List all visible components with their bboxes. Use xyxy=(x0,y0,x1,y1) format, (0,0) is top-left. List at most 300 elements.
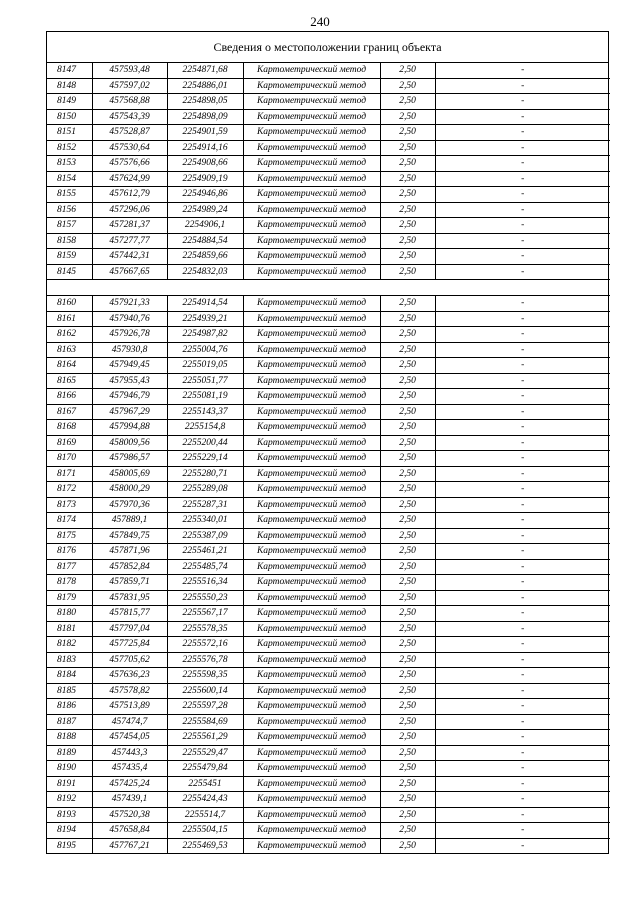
y-coordinate-cell: 2255424,43 xyxy=(167,792,243,808)
y-coordinate-cell: 2255280,71 xyxy=(167,466,243,482)
x-coordinate-cell: 458000,29 xyxy=(92,482,167,498)
description-cell: - xyxy=(435,264,610,280)
sheet-title: Сведения о местоположении границ объекта xyxy=(47,32,608,63)
y-coordinate-cell: 2254832,03 xyxy=(167,264,243,280)
description-cell: - xyxy=(435,342,610,358)
x-coordinate-cell: 457926,78 xyxy=(92,327,167,343)
method-cell: Картометрический метод xyxy=(243,296,380,312)
table-row xyxy=(47,420,610,436)
x-coordinate-cell: 457725,84 xyxy=(92,637,167,653)
table-row xyxy=(47,590,610,606)
x-coordinate-cell: 457636,23 xyxy=(92,668,167,684)
error-cell: 2,50 xyxy=(380,342,435,358)
error-cell: 2,50 xyxy=(380,838,435,853)
description-cell: - xyxy=(435,358,610,374)
point-number-cell: 8195 xyxy=(47,838,92,853)
method-cell: Картометрический метод xyxy=(243,823,380,839)
method-cell: Картометрический метод xyxy=(243,807,380,823)
y-coordinate-cell: 2254871,68 xyxy=(167,63,243,78)
y-coordinate-cell: 2255578,35 xyxy=(167,621,243,637)
method-cell: Картометрический метод xyxy=(243,125,380,141)
point-number-cell: 8175 xyxy=(47,528,92,544)
table-group-1 xyxy=(47,63,610,280)
table-row xyxy=(47,544,610,560)
point-number-cell: 8177 xyxy=(47,559,92,575)
description-cell: - xyxy=(435,699,610,715)
x-coordinate-cell: 457443,3 xyxy=(92,745,167,761)
x-coordinate-cell: 457852,84 xyxy=(92,559,167,575)
point-number-cell: 8186 xyxy=(47,699,92,715)
method-cell: Картометрический метод xyxy=(243,233,380,249)
error-cell: 2,50 xyxy=(380,621,435,637)
y-coordinate-cell: 2254914,16 xyxy=(167,140,243,156)
x-coordinate-cell: 457831,95 xyxy=(92,590,167,606)
method-cell: Картометрический метод xyxy=(243,513,380,529)
y-coordinate-cell: 2255514,7 xyxy=(167,807,243,823)
y-coordinate-cell: 2254898,09 xyxy=(167,109,243,125)
point-number-cell: 8174 xyxy=(47,513,92,529)
description-cell: - xyxy=(435,482,610,498)
error-cell: 2,50 xyxy=(380,451,435,467)
y-coordinate-cell: 2255485,74 xyxy=(167,559,243,575)
method-cell: Картометрический метод xyxy=(243,94,380,110)
description-cell: - xyxy=(435,78,610,94)
description-cell: - xyxy=(435,109,610,125)
description-cell: - xyxy=(435,156,610,172)
table-row xyxy=(47,435,610,451)
error-cell: 2,50 xyxy=(380,559,435,575)
method-cell: Картометрический метод xyxy=(243,171,380,187)
description-cell: - xyxy=(435,218,610,234)
description-cell: - xyxy=(435,187,610,203)
x-coordinate-cell: 457520,38 xyxy=(92,807,167,823)
x-coordinate-cell: 457296,06 xyxy=(92,202,167,218)
x-coordinate-cell: 457513,89 xyxy=(92,699,167,715)
table-row xyxy=(47,637,610,653)
y-coordinate-cell: 2255469,53 xyxy=(167,838,243,853)
error-cell: 2,50 xyxy=(380,78,435,94)
table-row xyxy=(47,745,610,761)
point-number-cell: 8189 xyxy=(47,745,92,761)
description-cell: - xyxy=(435,373,610,389)
method-cell: Картометрический метод xyxy=(243,466,380,482)
description-cell: - xyxy=(435,714,610,730)
y-coordinate-cell: 2255051,77 xyxy=(167,373,243,389)
table-row xyxy=(47,513,610,529)
point-number-cell: 8167 xyxy=(47,404,92,420)
x-coordinate-cell: 457624,99 xyxy=(92,171,167,187)
error-cell: 2,50 xyxy=(380,730,435,746)
error-cell: 2,50 xyxy=(380,327,435,343)
table-row xyxy=(47,575,610,591)
method-cell: Картометрический метод xyxy=(243,575,380,591)
table-row xyxy=(47,156,610,172)
y-coordinate-cell: 2255154,8 xyxy=(167,420,243,436)
y-coordinate-cell: 2254908,66 xyxy=(167,156,243,172)
point-number-cell: 8188 xyxy=(47,730,92,746)
table-gap xyxy=(47,280,610,296)
point-number-cell: 8166 xyxy=(47,389,92,405)
point-number-cell: 8159 xyxy=(47,249,92,265)
x-coordinate-cell: 457578,82 xyxy=(92,683,167,699)
description-cell: - xyxy=(435,730,610,746)
table-row xyxy=(47,761,610,777)
method-cell: Картометрический метод xyxy=(243,109,380,125)
point-number-cell: 8154 xyxy=(47,171,92,187)
table-row xyxy=(47,296,610,312)
table-row xyxy=(47,482,610,498)
method-cell: Картометрический метод xyxy=(243,218,380,234)
table-row xyxy=(47,389,610,405)
description-cell: - xyxy=(435,621,610,637)
error-cell: 2,50 xyxy=(380,761,435,777)
table-row xyxy=(47,497,610,513)
method-cell: Картометрический метод xyxy=(243,497,380,513)
y-coordinate-cell: 2255289,08 xyxy=(167,482,243,498)
point-number-cell: 8150 xyxy=(47,109,92,125)
method-cell: Картометрический метод xyxy=(243,404,380,420)
method-cell: Картометрический метод xyxy=(243,544,380,560)
error-cell: 2,50 xyxy=(380,699,435,715)
y-coordinate-cell: 2254901,59 xyxy=(167,125,243,141)
table-row xyxy=(47,652,610,668)
method-cell: Картометрический метод xyxy=(243,249,380,265)
description-cell: - xyxy=(435,575,610,591)
y-coordinate-cell: 2255598,35 xyxy=(167,668,243,684)
error-cell: 2,50 xyxy=(380,482,435,498)
method-cell: Картометрический метод xyxy=(243,699,380,715)
point-number-cell: 8168 xyxy=(47,420,92,436)
x-coordinate-cell: 457439,1 xyxy=(92,792,167,808)
error-cell: 2,50 xyxy=(380,311,435,327)
y-coordinate-cell: 2255081,19 xyxy=(167,389,243,405)
description-cell: - xyxy=(435,792,610,808)
point-number-cell: 8172 xyxy=(47,482,92,498)
description-cell: - xyxy=(435,637,610,653)
error-cell: 2,50 xyxy=(380,202,435,218)
method-cell: Картометрический метод xyxy=(243,652,380,668)
error-cell: 2,50 xyxy=(380,513,435,529)
description-cell: - xyxy=(435,249,610,265)
x-coordinate-cell: 457528,87 xyxy=(92,125,167,141)
y-coordinate-cell: 2255597,28 xyxy=(167,699,243,715)
y-coordinate-cell: 2255387,09 xyxy=(167,528,243,544)
point-number-cell: 8153 xyxy=(47,156,92,172)
point-number-cell: 8185 xyxy=(47,683,92,699)
point-number-cell: 8180 xyxy=(47,606,92,622)
y-coordinate-cell: 2255529,47 xyxy=(167,745,243,761)
method-cell: Картометрический метод xyxy=(243,590,380,606)
point-number-cell: 8145 xyxy=(47,264,92,280)
y-coordinate-cell: 2254859,66 xyxy=(167,249,243,265)
table-row xyxy=(47,792,610,808)
error-cell: 2,50 xyxy=(380,807,435,823)
method-cell: Картометрический метод xyxy=(243,63,380,78)
point-number-cell: 8152 xyxy=(47,140,92,156)
method-cell: Картометрический метод xyxy=(243,264,380,280)
method-cell: Картометрический метод xyxy=(243,606,380,622)
x-coordinate-cell: 457889,1 xyxy=(92,513,167,529)
description-cell: - xyxy=(435,202,610,218)
description-cell: - xyxy=(435,296,610,312)
error-cell: 2,50 xyxy=(380,606,435,622)
description-cell: - xyxy=(435,94,610,110)
method-cell: Картометрический метод xyxy=(243,311,380,327)
method-cell: Картометрический метод xyxy=(243,528,380,544)
error-cell: 2,50 xyxy=(380,652,435,668)
x-coordinate-cell: 457277,77 xyxy=(92,233,167,249)
error-cell: 2,50 xyxy=(380,544,435,560)
y-coordinate-cell: 2255504,15 xyxy=(167,823,243,839)
x-coordinate-cell: 458005,69 xyxy=(92,466,167,482)
error-cell: 2,50 xyxy=(380,358,435,374)
x-coordinate-cell: 457849,75 xyxy=(92,528,167,544)
description-cell: - xyxy=(435,466,610,482)
method-cell: Картометрический метод xyxy=(243,373,380,389)
error-cell: 2,50 xyxy=(380,94,435,110)
error-cell: 2,50 xyxy=(380,264,435,280)
y-coordinate-cell: 2254939,21 xyxy=(167,311,243,327)
error-cell: 2,50 xyxy=(380,792,435,808)
error-cell: 2,50 xyxy=(380,637,435,653)
y-coordinate-cell: 2255340,01 xyxy=(167,513,243,529)
table-row xyxy=(47,714,610,730)
point-number-cell: 8158 xyxy=(47,233,92,249)
error-cell: 2,50 xyxy=(380,404,435,420)
error-cell: 2,50 xyxy=(380,156,435,172)
table-row xyxy=(47,699,610,715)
table-row xyxy=(47,78,610,94)
method-cell: Картометрический метод xyxy=(243,838,380,853)
method-cell: Картометрический метод xyxy=(243,559,380,575)
description-cell: - xyxy=(435,63,610,78)
y-coordinate-cell: 2254906,1 xyxy=(167,218,243,234)
description-cell: - xyxy=(435,171,610,187)
method-cell: Картометрический метод xyxy=(243,683,380,699)
method-cell: Картометрический метод xyxy=(243,420,380,436)
method-cell: Картометрический метод xyxy=(243,140,380,156)
point-number-cell: 8163 xyxy=(47,342,92,358)
y-coordinate-cell: 2255461,21 xyxy=(167,544,243,560)
y-coordinate-cell: 2255200,44 xyxy=(167,435,243,451)
error-cell: 2,50 xyxy=(380,776,435,792)
method-cell: Картометрический метод xyxy=(243,389,380,405)
point-number-cell: 8156 xyxy=(47,202,92,218)
point-number-cell: 8161 xyxy=(47,311,92,327)
description-cell: - xyxy=(435,233,610,249)
y-coordinate-cell: 2254946,86 xyxy=(167,187,243,203)
table-row xyxy=(47,125,610,141)
table-row xyxy=(47,140,610,156)
method-cell: Картометрический метод xyxy=(243,202,380,218)
table-row xyxy=(47,466,610,482)
x-coordinate-cell: 457986,57 xyxy=(92,451,167,467)
point-number-cell: 8176 xyxy=(47,544,92,560)
description-cell: - xyxy=(435,140,610,156)
description-cell: - xyxy=(435,327,610,343)
x-coordinate-cell: 457612,79 xyxy=(92,187,167,203)
table-row xyxy=(47,668,610,684)
description-cell: - xyxy=(435,311,610,327)
description-cell: - xyxy=(435,528,610,544)
x-coordinate-cell: 457921,33 xyxy=(92,296,167,312)
table-row xyxy=(47,373,610,389)
point-number-cell: 8155 xyxy=(47,187,92,203)
y-coordinate-cell: 2255287,31 xyxy=(167,497,243,513)
method-cell: Картометрический метод xyxy=(243,745,380,761)
point-number-cell: 8181 xyxy=(47,621,92,637)
description-cell: - xyxy=(435,559,610,575)
error-cell: 2,50 xyxy=(380,389,435,405)
x-coordinate-cell: 457949,45 xyxy=(92,358,167,374)
x-coordinate-cell: 457871,96 xyxy=(92,544,167,560)
y-coordinate-cell: 2254898,05 xyxy=(167,94,243,110)
point-number-cell: 8165 xyxy=(47,373,92,389)
x-coordinate-cell: 457454,05 xyxy=(92,730,167,746)
empty-row xyxy=(47,280,610,296)
table-row xyxy=(47,264,610,280)
y-coordinate-cell: 2255516,34 xyxy=(167,575,243,591)
point-number-cell: 8149 xyxy=(47,94,92,110)
x-coordinate-cell: 457930,8 xyxy=(92,342,167,358)
y-coordinate-cell: 2255019,05 xyxy=(167,358,243,374)
description-cell: - xyxy=(435,513,610,529)
point-number-cell: 8192 xyxy=(47,792,92,808)
table-row xyxy=(47,776,610,792)
y-coordinate-cell: 2255576,78 xyxy=(167,652,243,668)
x-coordinate-cell: 457593,48 xyxy=(92,63,167,78)
y-coordinate-cell: 2255143,37 xyxy=(167,404,243,420)
x-coordinate-cell: 457967,29 xyxy=(92,404,167,420)
point-number-cell: 8162 xyxy=(47,327,92,343)
table-row xyxy=(47,171,610,187)
point-number-cell: 8147 xyxy=(47,63,92,78)
table-row xyxy=(47,218,610,234)
method-cell: Картометрический метод xyxy=(243,451,380,467)
description-cell: - xyxy=(435,652,610,668)
point-number-cell: 8184 xyxy=(47,668,92,684)
method-cell: Картометрический метод xyxy=(243,668,380,684)
method-cell: Картометрический метод xyxy=(243,730,380,746)
point-number-cell: 8169 xyxy=(47,435,92,451)
error-cell: 2,50 xyxy=(380,109,435,125)
description-cell: - xyxy=(435,761,610,777)
error-cell: 2,50 xyxy=(380,823,435,839)
method-cell: Картометрический метод xyxy=(243,342,380,358)
x-coordinate-cell: 457543,39 xyxy=(92,109,167,125)
point-number-cell: 8173 xyxy=(47,497,92,513)
point-number-cell: 8193 xyxy=(47,807,92,823)
x-coordinate-cell: 457281,37 xyxy=(92,218,167,234)
point-number-cell: 8160 xyxy=(47,296,92,312)
point-number-cell: 8194 xyxy=(47,823,92,839)
description-cell: - xyxy=(435,823,610,839)
description-cell: - xyxy=(435,420,610,436)
method-cell: Картометрический метод xyxy=(243,714,380,730)
x-coordinate-cell: 457597,02 xyxy=(92,78,167,94)
error-cell: 2,50 xyxy=(380,249,435,265)
error-cell: 2,50 xyxy=(380,528,435,544)
point-number-cell: 8182 xyxy=(47,637,92,653)
table-row xyxy=(47,327,610,343)
page-number: 240 xyxy=(310,14,330,29)
table-row xyxy=(47,63,610,78)
error-cell: 2,50 xyxy=(380,683,435,699)
error-cell: 2,50 xyxy=(380,233,435,249)
table-row xyxy=(47,838,610,853)
description-cell: - xyxy=(435,435,610,451)
point-number-cell: 8187 xyxy=(47,714,92,730)
table-row xyxy=(47,451,610,467)
method-cell: Картометрический метод xyxy=(243,482,380,498)
point-number-cell: 8164 xyxy=(47,358,92,374)
error-cell: 2,50 xyxy=(380,63,435,78)
x-coordinate-cell: 457946,79 xyxy=(92,389,167,405)
point-number-cell: 8151 xyxy=(47,125,92,141)
error-cell: 2,50 xyxy=(380,590,435,606)
error-cell: 2,50 xyxy=(380,125,435,141)
table-row xyxy=(47,202,610,218)
x-coordinate-cell: 457658,84 xyxy=(92,823,167,839)
table-row xyxy=(47,342,610,358)
point-number-cell: 8157 xyxy=(47,218,92,234)
description-cell: - xyxy=(435,404,610,420)
error-cell: 2,50 xyxy=(380,497,435,513)
table-row xyxy=(47,730,610,746)
table-row xyxy=(47,807,610,823)
y-coordinate-cell: 2255451 xyxy=(167,776,243,792)
error-cell: 2,50 xyxy=(380,140,435,156)
error-cell: 2,50 xyxy=(380,714,435,730)
point-number-cell: 8191 xyxy=(47,776,92,792)
y-coordinate-cell: 2255567,17 xyxy=(167,606,243,622)
table-row xyxy=(47,109,610,125)
method-cell: Картометрический метод xyxy=(243,435,380,451)
method-cell: Картометрический метод xyxy=(243,761,380,777)
x-coordinate-cell: 457705,62 xyxy=(92,652,167,668)
error-cell: 2,50 xyxy=(380,373,435,389)
method-cell: Картометрический метод xyxy=(243,78,380,94)
y-coordinate-cell: 2255479,84 xyxy=(167,761,243,777)
y-coordinate-cell: 2254909,19 xyxy=(167,171,243,187)
method-cell: Картометрический метод xyxy=(243,637,380,653)
table-group-2 xyxy=(47,296,610,854)
x-coordinate-cell: 457767,21 xyxy=(92,838,167,853)
description-cell: - xyxy=(435,497,610,513)
description-cell: - xyxy=(435,590,610,606)
table-row xyxy=(47,233,610,249)
method-cell: Картометрический метод xyxy=(243,156,380,172)
description-cell: - xyxy=(435,544,610,560)
x-coordinate-cell: 457994,88 xyxy=(92,420,167,436)
y-coordinate-cell: 2255572,16 xyxy=(167,637,243,653)
boundary-sheet xyxy=(46,31,609,854)
x-coordinate-cell: 457667,65 xyxy=(92,264,167,280)
table-row xyxy=(47,559,610,575)
description-cell: - xyxy=(435,668,610,684)
table-row xyxy=(47,94,610,110)
table-row xyxy=(47,683,610,699)
description-cell: - xyxy=(435,807,610,823)
description-cell: - xyxy=(435,389,610,405)
point-number-cell: 8190 xyxy=(47,761,92,777)
method-cell: Картометрический метод xyxy=(243,792,380,808)
error-cell: 2,50 xyxy=(380,668,435,684)
y-coordinate-cell: 2255584,69 xyxy=(167,714,243,730)
description-cell: - xyxy=(435,745,610,761)
x-coordinate-cell: 457425,24 xyxy=(92,776,167,792)
table-row xyxy=(47,823,610,839)
